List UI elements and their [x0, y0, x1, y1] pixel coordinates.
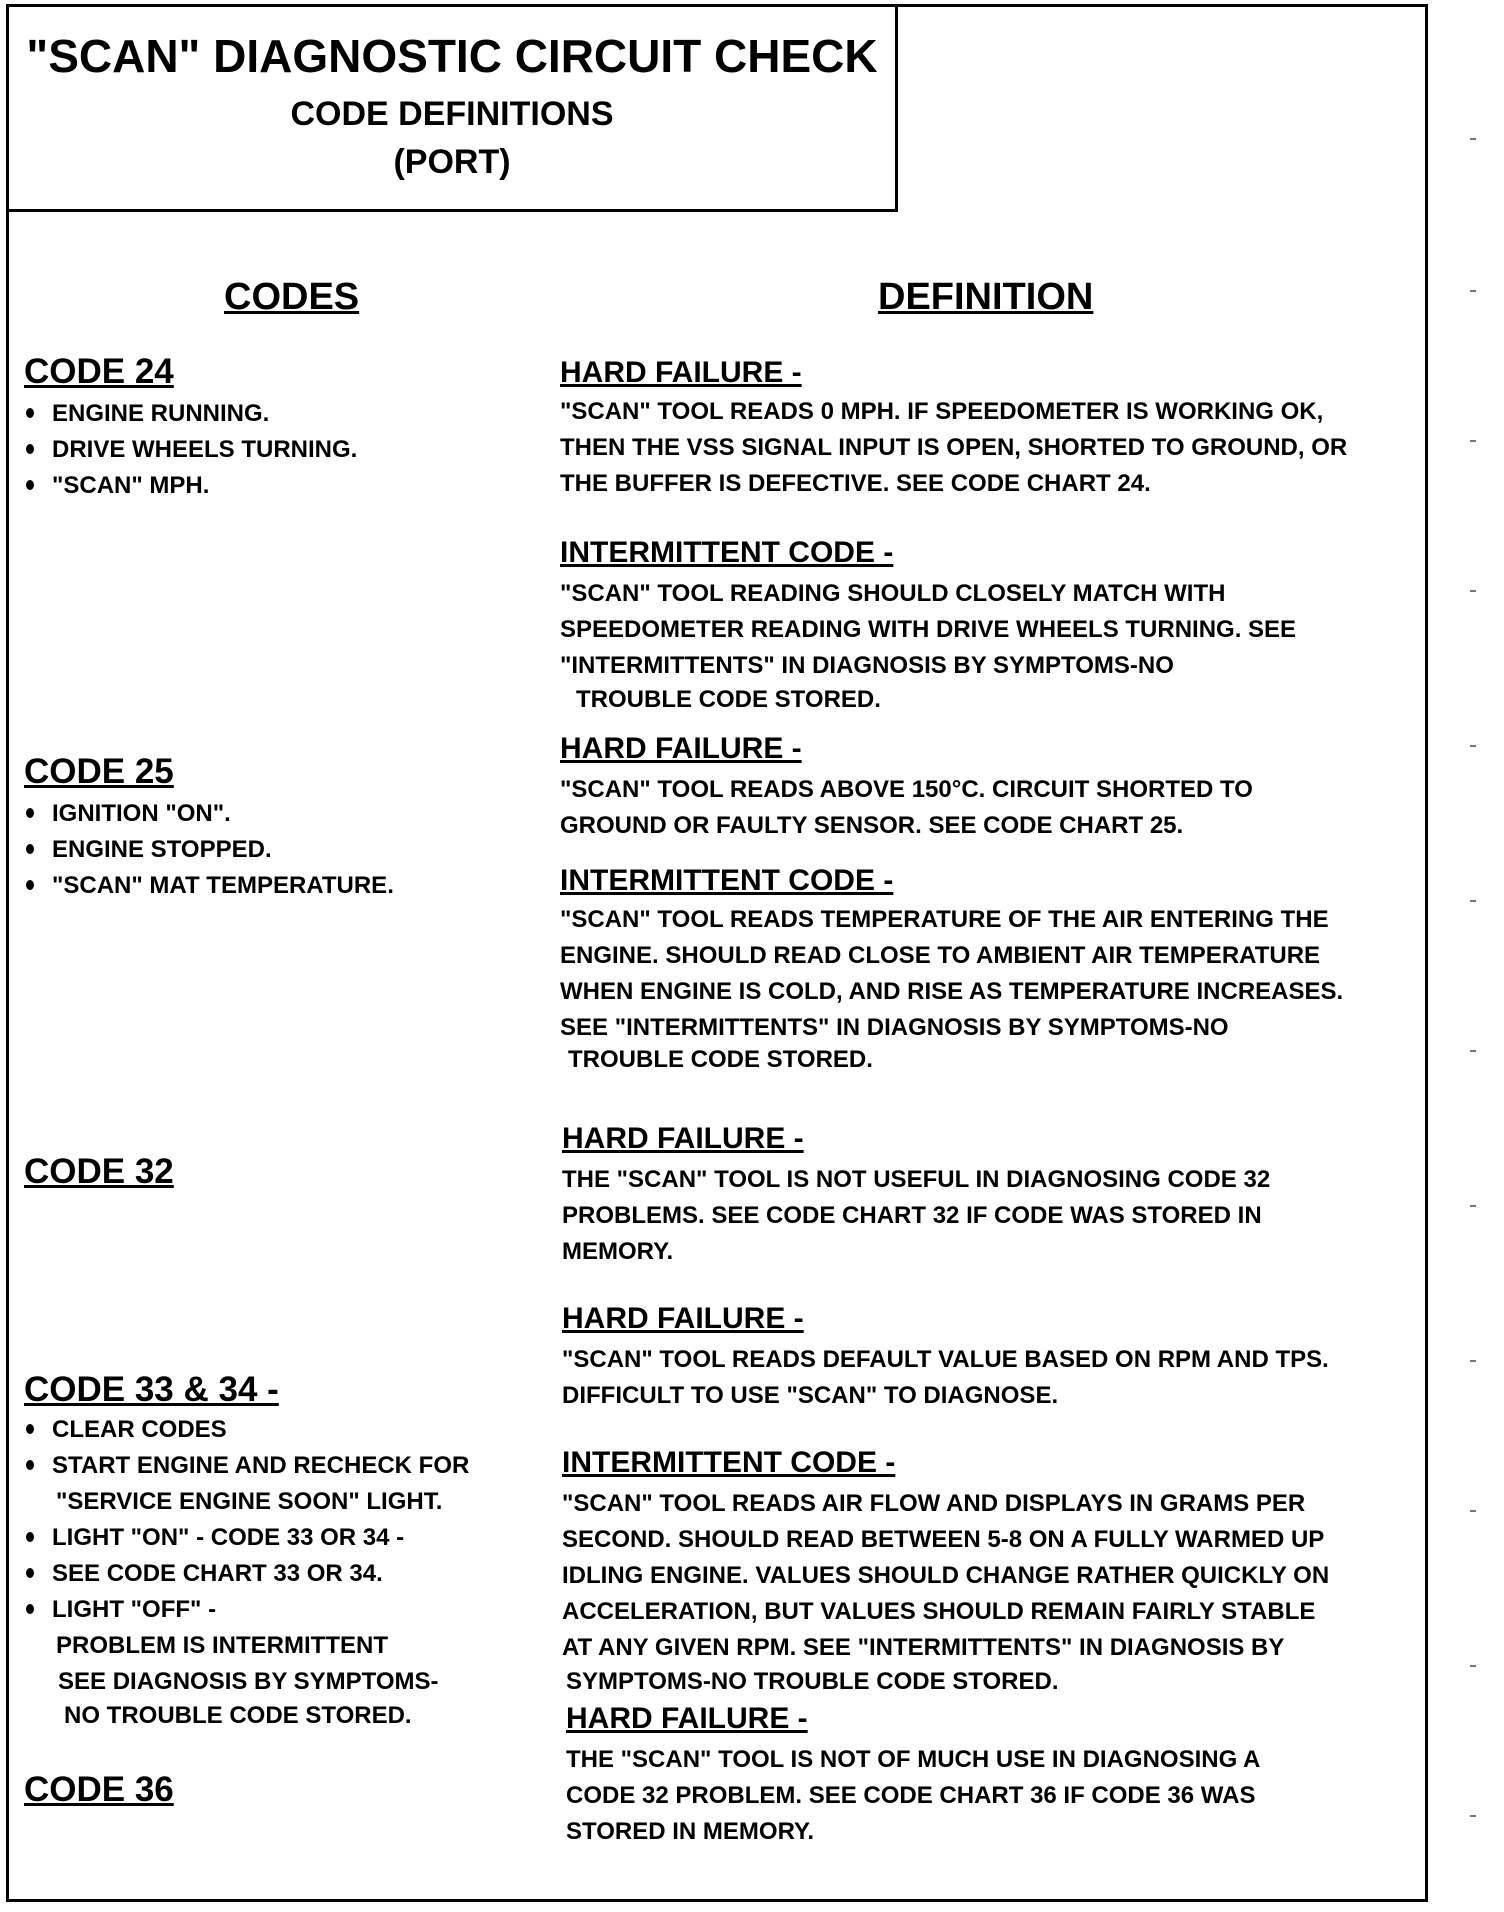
- definition-column-heading: DEFINITION: [878, 276, 1094, 318]
- definition-line: TROUBLE CODE STORED.: [576, 686, 881, 713]
- code-25-step: IGNITION "ON".: [26, 800, 231, 828]
- bullet-icon: [26, 408, 34, 418]
- definition-line: "SCAN" TOOL READS ABOVE 150°C. CIRCUIT SHORTED TO: [560, 776, 1253, 803]
- bullet-icon: [26, 1568, 34, 1578]
- margin-tick: [1470, 1665, 1476, 1667]
- margin-tick: [1470, 290, 1476, 292]
- definition-line: THE "SCAN" TOOL IS NOT USEFUL IN DIAGNOSING CODE 32: [562, 1166, 1271, 1193]
- definition-line: "SCAN" TOOL READS AIR FLOW AND DISPLAYS IN GRAMS PER: [562, 1490, 1306, 1517]
- code-33-34-step-continuation: NO TROUBLE CODE STORED.: [64, 1702, 412, 1729]
- definition-line: THE BUFFER IS DEFECTIVE. SEE CODE CHART 24.: [560, 470, 1151, 497]
- code-24-hard-failure-heading: HARD FAILURE -: [560, 356, 802, 389]
- definition-line: SEE "INTERMITTENTS" IN DIAGNOSIS BY SYMPTOMS-NO: [560, 1014, 1229, 1041]
- margin-tick: [1470, 900, 1476, 902]
- definition-line: "SCAN" TOOL READING SHOULD CLOSELY MATCH WITH: [560, 580, 1226, 607]
- margin-tick: [1470, 1510, 1476, 1512]
- code-33-34-step: CLEAR CODES: [26, 1416, 227, 1444]
- definition-line: CODE 32 PROBLEM. SEE CODE CHART 36 IF CODE 36 WAS: [566, 1782, 1256, 1809]
- definition-line: "INTERMITTENTS" IN DIAGNOSIS BY SYMPTOMS-NO: [560, 652, 1174, 679]
- definition-line: MEMORY.: [562, 1238, 674, 1265]
- margin-tick: [1470, 1815, 1476, 1817]
- code-33-34-title: CODE 33 & 34 -: [24, 1370, 279, 1409]
- code-25-step: "SCAN" MAT TEMPERATURE.: [26, 872, 394, 900]
- definition-line: STORED IN MEMORY.: [566, 1818, 815, 1845]
- bullet-icon: [26, 808, 34, 818]
- definition-line: DIFFICULT TO USE "SCAN" TO DIAGNOSE.: [562, 1382, 1059, 1409]
- code-33-34-step: START ENGINE AND RECHECK FOR: [26, 1452, 469, 1480]
- bullet-icon: [26, 880, 34, 890]
- margin-tick: [1470, 590, 1476, 592]
- code-24-step: DRIVE WHEELS TURNING.: [26, 436, 357, 464]
- definition-line: SPEEDOMETER READING WITH DRIVE WHEELS TURNING. SEE: [560, 616, 1297, 643]
- definition-line: IDLING ENGINE. VALUES SHOULD CHANGE RATHER QUICKLY ON: [562, 1562, 1330, 1589]
- definition-line: "SCAN" TOOL READS DEFAULT VALUE BASED ON RPM AND TPS.: [562, 1346, 1329, 1373]
- definition-line: ENGINE. SHOULD READ CLOSE TO AMBIENT AIR TEMPERATURE: [560, 942, 1321, 969]
- definition-line: PROBLEMS. SEE CODE CHART 32 IF CODE WAS STORED IN: [562, 1202, 1262, 1229]
- code-33-34-step-continuation: SEE DIAGNOSIS BY SYMPTOMS-: [58, 1668, 439, 1695]
- margin-tick: [1470, 1360, 1476, 1362]
- code-25-title: CODE 25: [24, 752, 174, 791]
- code-25-step: ENGINE STOPPED.: [26, 836, 272, 864]
- title-box: [6, 4, 898, 212]
- margin-tick: [1470, 1050, 1476, 1052]
- definition-line: "SCAN" TOOL READS 0 MPH. IF SPEEDOMETER IS WORKING OK,: [560, 398, 1324, 425]
- code-36-title: CODE 36: [24, 1770, 174, 1809]
- definition-line: TROUBLE CODE STORED.: [568, 1046, 873, 1073]
- definition-line: THEN THE VSS SIGNAL INPUT IS OPEN, SHORTED TO GROUND, OR: [560, 434, 1348, 461]
- code-24-title: CODE 24: [24, 352, 174, 391]
- page-subtitle: CODE DEFINITIONS: [290, 95, 614, 133]
- definition-line: ACCELERATION, BUT VALUES SHOULD REMAIN FAIRLY STABLE: [562, 1598, 1316, 1625]
- bullet-icon: [26, 1460, 34, 1470]
- code-25-intermittent-heading: INTERMITTENT CODE -: [560, 864, 894, 897]
- code-24-step: "SCAN" MPH.: [26, 472, 209, 500]
- bullet-icon: [26, 844, 34, 854]
- code-33-34-intermittent-heading: INTERMITTENT CODE -: [562, 1446, 896, 1479]
- bullet-icon: [26, 1604, 34, 1614]
- code-33-34-step-continuation: PROBLEM IS INTERMITTENT: [56, 1632, 388, 1659]
- bullet-icon: [26, 444, 34, 454]
- bullet-icon: [26, 1532, 34, 1542]
- code-24-step: ENGINE RUNNING.: [26, 400, 269, 428]
- definition-line: GROUND OR FAULTY SENSOR. SEE CODE CHART 25.: [560, 812, 1184, 839]
- margin-tick: [1470, 1205, 1476, 1207]
- margin-tick: [1470, 745, 1476, 747]
- definition-line: AT ANY GIVEN RPM. SEE "INTERMITTENTS" IN DIAGNOSIS BY: [562, 1634, 1285, 1661]
- definition-line: WHEN ENGINE IS COLD, AND RISE AS TEMPERATURE INCREASES.: [560, 978, 1344, 1005]
- codes-column-heading: CODES: [224, 276, 360, 318]
- code-32-title: CODE 32: [24, 1152, 174, 1191]
- margin-tick: [1470, 440, 1476, 442]
- bullet-icon: [26, 480, 34, 490]
- definition-line: THE "SCAN" TOOL IS NOT OF MUCH USE IN DIAGNOSING A: [566, 1746, 1261, 1773]
- code-25-hard-failure-heading: HARD FAILURE -: [560, 732, 802, 765]
- code-33-34-step-continuation: "SERVICE ENGINE SOON" LIGHT.: [56, 1488, 443, 1515]
- code-36-hard-failure-heading: HARD FAILURE -: [566, 1702, 808, 1735]
- definition-line: SECOND. SHOULD READ BETWEEN 5-8 ON A FULLY WARMED UP: [562, 1526, 1325, 1553]
- margin-tick: [1470, 138, 1476, 140]
- code-33-34-step: LIGHT "OFF" -: [26, 1596, 216, 1624]
- code-32-hard-failure-heading: HARD FAILURE -: [562, 1122, 804, 1155]
- code-33-34-step: SEE CODE CHART 33 OR 34.: [26, 1560, 383, 1588]
- page-port-label: (PORT): [393, 143, 511, 181]
- code-33-34-step: LIGHT "ON" - CODE 33 OR 34 -: [26, 1524, 404, 1552]
- definition-line: SYMPTOMS-NO TROUBLE CODE STORED.: [566, 1668, 1059, 1695]
- page-title: "SCAN" DIAGNOSTIC CIRCUIT CHECK: [26, 30, 878, 82]
- bullet-icon: [26, 1424, 34, 1434]
- code-33-34-hard-failure-heading: HARD FAILURE -: [562, 1302, 804, 1335]
- definition-line: "SCAN" TOOL READS TEMPERATURE OF THE AIR ENTERING THE: [560, 906, 1329, 933]
- code-24-intermittent-heading: INTERMITTENT CODE -: [560, 536, 894, 569]
